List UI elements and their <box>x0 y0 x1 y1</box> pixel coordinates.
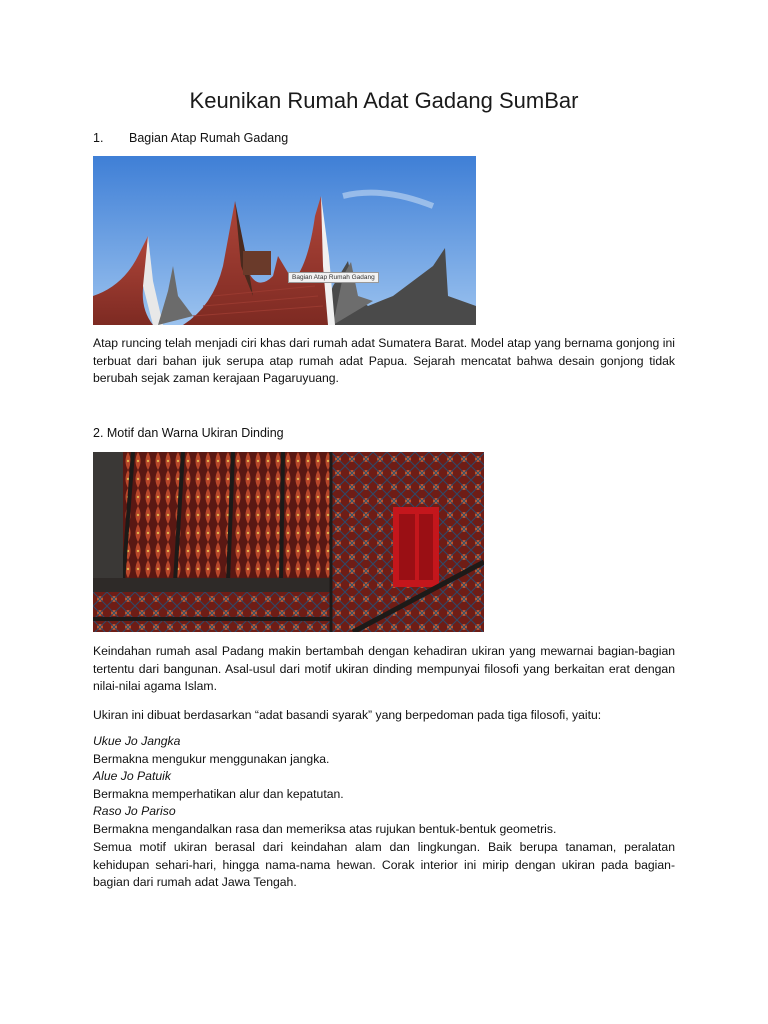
philosophy-list <box>93 733 675 839</box>
roof-photo-caption: Bagian Atap Rumah Gadang <box>288 272 379 283</box>
section-1-title: Bagian Atap Rumah Gadang <box>129 131 289 145</box>
section-2-heading: 2. Motif dan Warna Ukiran Dinding <box>93 426 284 440</box>
section-1-paragraph: Atap runcing telah menjadi ciri khas dari rumah adat Sumatera Barat. Model atap yang bernama gonjong ini terbuat dari bahan ijuk serupa atap rumah adat Papua. Sejarah mencatat bahwa desain gonjong tidak berubah sejak zaman kerajaan Pagaruyuang. <box>93 336 675 385</box>
section-2-paragraph-2: Ukiran ini dibuat berdasarkan “adat basandi syarak” yang berpedoman pada tiga filosofi, yaitu: <box>93 708 602 722</box>
section-2-paragraph-1: Keindahan rumah asal Padang makin bertambah dengan kehadiran ukiran yang mewarnai bagian-bagian tertentu dari bangunan. Asal-usul dari motif ukiran dinding mempunyai filosofi yang berkaitan erat dengan nilai-nilai agama Islam. <box>93 644 675 693</box>
section-2-closing: Semua motif ukiran berasal dari keindahan alam dan lingkungan. Baik berupa tanaman, peralatan kehidupan sehari-hari, hingga nama-nama hewan. Corak interior ini mirip dengan ukiran pada bagian-bagian dari rumah adat Jawa Tengah. <box>93 840 675 889</box>
section-1-number: 1. <box>93 131 104 145</box>
philosophy-1-name: Ukue Jo Jangka <box>93 734 181 748</box>
philosophy-2-name: Alue Jo Patuik <box>93 769 171 784</box>
philosophy-1-meaning: Bermakna mengukur menggunakan jangka. <box>93 751 330 766</box>
philosophy-2-meaning: Bermakna memperhatikan alur dan kepatutan. <box>93 786 344 801</box>
page-title: Keunikan Rumah Adat Gadang SumBar <box>189 88 579 113</box>
philosophy-3-meaning: Bermakna mengandalkan rasa dan memeriksa atas rujukan bentuk-bentuk geometris. <box>93 821 557 836</box>
roof-photo <box>93 156 476 325</box>
carving-photo <box>93 452 484 632</box>
philosophy-3-name: Raso Jo Pariso <box>93 804 176 819</box>
section-1-heading <box>93 131 288 145</box>
